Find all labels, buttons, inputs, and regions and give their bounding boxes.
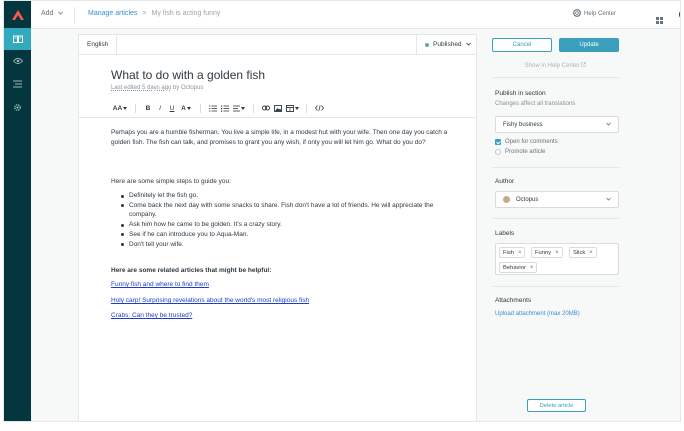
toolbar-divider [253, 104, 254, 113]
intro-paragraph: Perhaps you are a humble fisherman. You live a simple life, in a modest hut with your wife. Then one day you catch a golden fish. The fish can talk, and promises to grant you any wish, if only you will let him go. What do you do? [111, 129, 448, 146]
chevron-down-icon [606, 122, 611, 128]
underline-button[interactable]: U [169, 104, 175, 112]
article-title[interactable]: What to do with a golden fish [111, 68, 266, 82]
open-for-comments-checkbox[interactable] [495, 139, 558, 145]
label-text: Funny [535, 249, 552, 256]
label-text: Slick [573, 249, 586, 256]
labels-input[interactable] [495, 243, 619, 275]
label-tag[interactable] [531, 247, 563, 258]
tab-language[interactable]: English [79, 35, 117, 54]
top-bar [31, 1, 680, 29]
left-nav [4, 1, 31, 421]
eye-icon [13, 57, 23, 65]
bold-button[interactable]: B [145, 104, 151, 112]
breadcrumb [88, 10, 220, 17]
nav-item-articles[interactable] [4, 28, 31, 50]
publish-section-subtext: Changes affect all translations [495, 101, 576, 107]
lifebuoy-icon [573, 9, 581, 19]
upload-attachment-link[interactable]: Upload attachment (max 20MB) [495, 311, 580, 317]
promote-article-checkbox[interactable] [495, 149, 545, 155]
italic-button[interactable]: I [159, 104, 161, 112]
label-text: Behavior [503, 264, 526, 271]
label-tag[interactable] [569, 247, 597, 258]
nav-item-settings[interactable] [4, 96, 31, 118]
steps-list [121, 191, 451, 249]
breadcrumb-current: My fish is acting funny [151, 10, 221, 17]
list-item: Come back the next day with some snacks to share. Fish don't have a lot of friends. He will appreciate the company. [121, 201, 451, 220]
attachments-heading: Attachments [495, 297, 532, 304]
gear-icon [13, 103, 22, 112]
image-icon[interactable] [272, 102, 284, 114]
update-button[interactable]: Update [559, 38, 619, 52]
cancel-button[interactable]: Cancel [492, 38, 552, 52]
code-icon[interactable] [313, 102, 325, 114]
text-color-label: A [181, 104, 186, 112]
list-item: Ask him how he came to be golden. It's a crazy story. [121, 220, 451, 230]
last-edited-author: by Octopus [171, 85, 204, 91]
logo-icon[interactable] [4, 1, 31, 28]
chevron-down-icon [466, 35, 471, 54]
add-label: Add [41, 10, 54, 17]
status-dropdown[interactable] [416, 35, 476, 54]
book-icon [13, 35, 23, 43]
show-in-help-center-link[interactable] [492, 62, 619, 69]
label-text: Fish [503, 249, 514, 256]
labels-heading: Labels [495, 230, 515, 237]
toolbar-divider [306, 104, 307, 113]
divider [492, 77, 619, 78]
bullet-list-icon[interactable] [219, 102, 231, 114]
author-value: Octopus [516, 196, 539, 203]
related-link[interactable]: Holy carp! Surprising revelations about the world's most religious fish [111, 297, 310, 304]
related-link[interactable]: Funny fish and where to find them [111, 281, 209, 288]
checkbox [495, 149, 501, 155]
close-icon[interactable]: × [555, 249, 559, 256]
related-heading: Here are some related articles that might be helpful: [111, 267, 272, 274]
section-value: Fishy business [503, 121, 543, 128]
related-link[interactable]: Crabs: Can they be trusted? [111, 312, 193, 319]
editor-header [79, 35, 476, 55]
add-menu[interactable] [41, 10, 63, 17]
divider [492, 167, 619, 168]
chevron-down-icon [58, 10, 63, 17]
align-icon[interactable] [231, 102, 247, 114]
open-for-comments-label: Open for comments [505, 139, 558, 145]
divider [492, 218, 619, 219]
format-toolbar [111, 102, 325, 114]
section-select[interactable] [495, 116, 619, 133]
toolbar-divider [135, 104, 136, 113]
label-tag[interactable] [499, 262, 537, 273]
article-editor [78, 34, 477, 422]
toolbar-divider [200, 104, 201, 113]
list-item: Don't tell your wife. [121, 240, 451, 250]
publish-section-heading: Publish in section [495, 90, 546, 97]
nav-item-list[interactable] [4, 73, 31, 95]
help-center-link[interactable] [573, 9, 616, 19]
article-settings-sidebar [480, 29, 680, 421]
list-item: Definitely let the fish go. [121, 191, 451, 201]
help-center-label: Help Center [584, 11, 617, 17]
status-dot [425, 43, 429, 47]
author-avatar [503, 196, 510, 203]
table-icon[interactable] [284, 102, 300, 114]
font-size-label: AA [112, 104, 123, 112]
divider [492, 286, 619, 287]
author-heading: Author [495, 178, 515, 185]
toolbar-divider-line [79, 117, 476, 118]
delete-article-button[interactable]: Delete article [527, 399, 586, 412]
close-icon[interactable]: × [589, 249, 593, 256]
promote-article-label: Promote article [505, 149, 546, 155]
divider [74, 7, 75, 23]
author-select[interactable] [495, 191, 619, 208]
user-avatar[interactable] [679, 9, 681, 20]
text-color-button[interactable] [178, 102, 194, 114]
checkbox [495, 139, 501, 145]
status-label: Published [433, 41, 462, 48]
show-in-help-center-label: Show in Help Center [524, 63, 580, 69]
steps-intro: Here are some simple steps to guide you: [111, 178, 231, 185]
list-icon [13, 80, 22, 88]
chevron-down-icon [606, 197, 611, 203]
label-tag[interactable] [499, 247, 525, 258]
last-edited [111, 85, 203, 91]
ordered-list-icon[interactable] [207, 102, 219, 114]
breadcrumb-separator: > [142, 10, 147, 17]
font-size-button[interactable] [111, 102, 129, 114]
app-window [3, 0, 681, 422]
link-icon[interactable] [260, 102, 272, 114]
close-icon[interactable]: × [529, 264, 534, 271]
breadcrumb-manage-articles[interactable]: Manage articles [88, 10, 138, 17]
last-edited-time: Last edited 5 days ago [111, 85, 172, 91]
nav-item-view[interactable] [4, 50, 31, 72]
external-link-icon [581, 63, 586, 69]
apps-grid-icon[interactable] [656, 11, 663, 29]
close-icon[interactable]: × [517, 249, 522, 256]
list-item: See if he can introduce you to Aqua-Man. [121, 230, 451, 240]
